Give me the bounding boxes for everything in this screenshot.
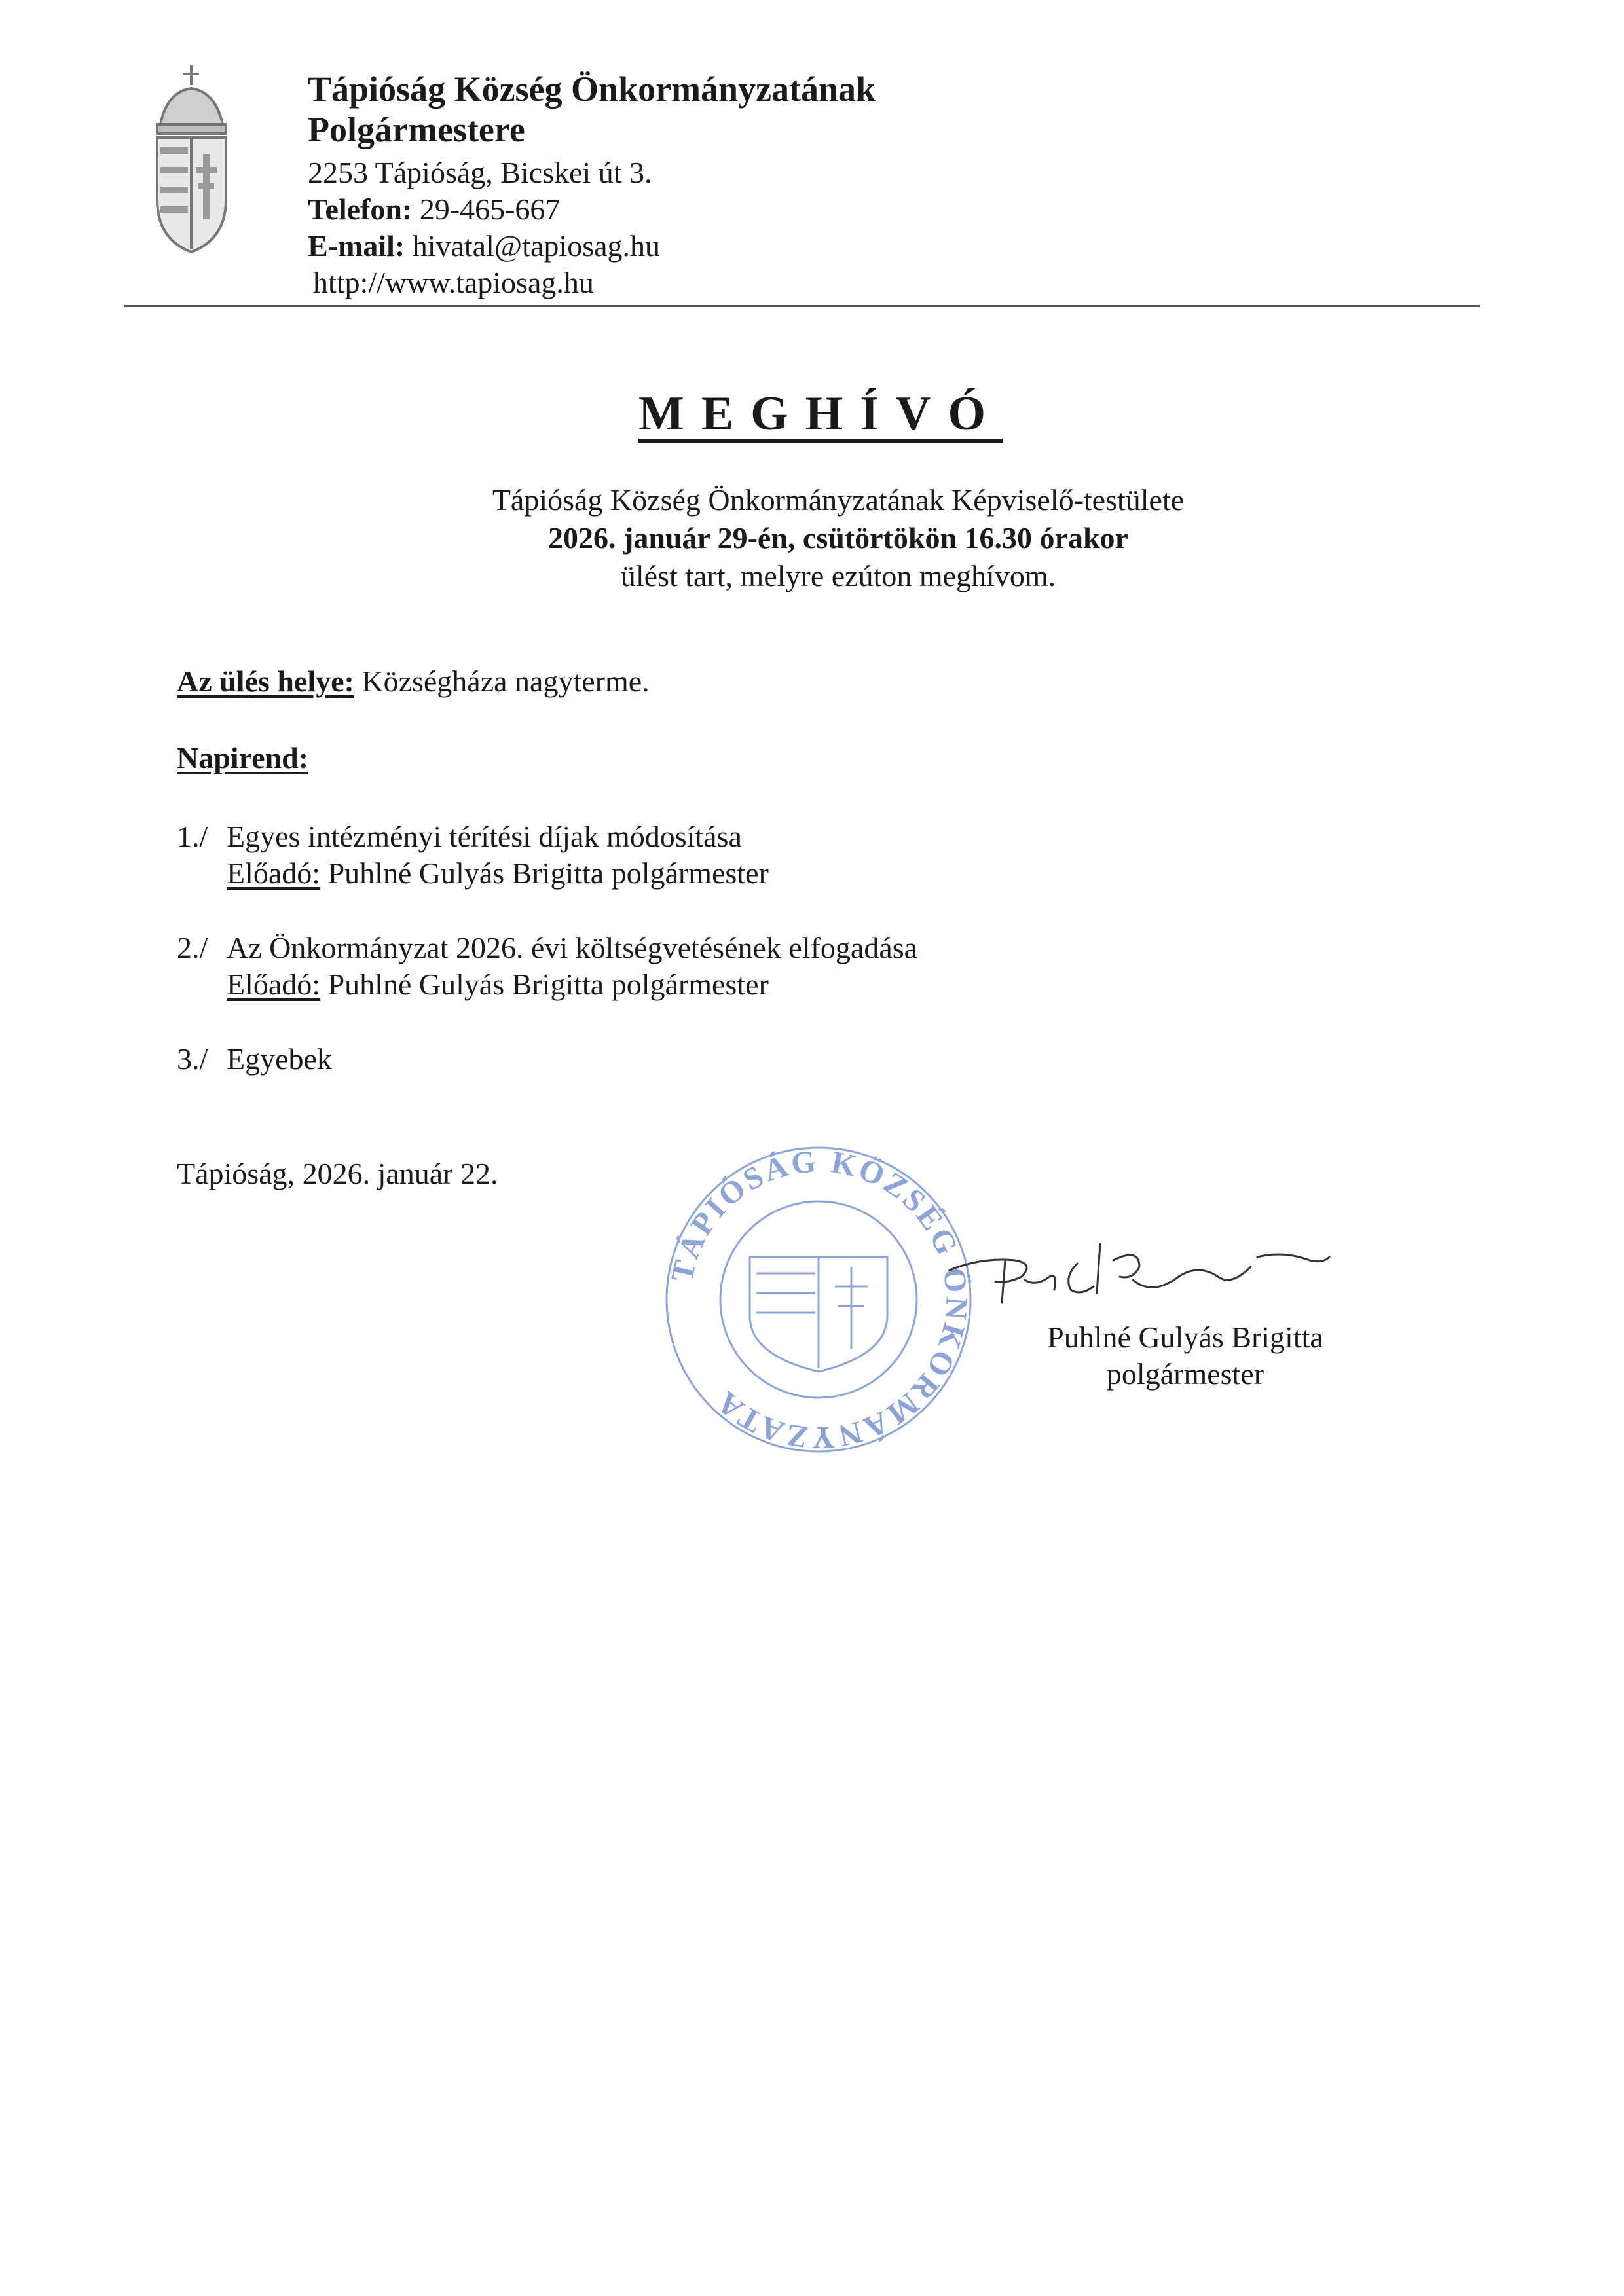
presenter-name: Puhlné Gulyás Brigitta polgármester xyxy=(327,856,769,890)
document-title xyxy=(0,386,1624,442)
signer-role: polgármester xyxy=(1106,1357,1264,1391)
presenter-label: Előadó: xyxy=(227,968,321,1001)
agenda-item-2-text: Az Önkormányzat 2026. évi költségvetésének elfogadása xyxy=(227,931,918,964)
agenda-item-3-text: Egyebek xyxy=(227,1042,332,1076)
handwritten-signature-icon xyxy=(943,1231,1336,1309)
org-email xyxy=(308,228,660,264)
official-stamp-icon xyxy=(658,1139,979,1460)
venue-label: Az ülés helye: xyxy=(177,665,354,698)
agenda-heading-text: Napirend: xyxy=(177,741,309,774)
intro-line2: 2026. január 29-én, csütörtökön 16.30 órakor xyxy=(548,521,1128,555)
phone-label: Telefon: xyxy=(308,192,413,226)
document-title-text: MEGHÍVÓ xyxy=(638,387,1003,441)
header-divider xyxy=(124,305,1480,307)
presenter-name: Puhlné Gulyás Brigitta polgármester xyxy=(327,968,769,1001)
agenda-heading xyxy=(177,740,308,776)
agenda-item-1-text: Egyes intézményi térítési díjak módosítása xyxy=(227,820,742,853)
org-website[interactable]: http://www.tapiosag.hu xyxy=(313,266,594,299)
org-name-line1: Tápióság Község Önkormányzatának xyxy=(308,69,876,109)
intro-line3: ülést tart, melyre ezúton meghívom. xyxy=(620,559,1056,592)
org-phone xyxy=(308,191,560,228)
intro-line1: Tápióság Község Önkormányzatának Képviselő-testülete xyxy=(492,483,1185,517)
agenda-item-3-number: 3./ xyxy=(177,1042,208,1076)
email-value[interactable]: hivatal@tapiosag.hu xyxy=(412,229,661,263)
phone-value: 29-465-667 xyxy=(419,192,561,226)
agenda-item-2-number: 2./ xyxy=(177,931,208,964)
signer-name: Puhlné Gulyás Brigitta xyxy=(1047,1321,1323,1354)
stamp-text-path: TÁPIÓSÁG KÖZSÉG ÖNKORMÁNYZATA xyxy=(664,1144,974,1455)
org-address: 2253 Tápióság, Bicskei út 3. xyxy=(308,156,652,189)
coat-of-arms-icon xyxy=(147,62,236,259)
agenda-item-2-presenter xyxy=(227,966,769,1003)
place-date: Tápióság, 2026. január 22. xyxy=(177,1157,498,1190)
presenter-label: Előadó: xyxy=(227,856,321,890)
venue-value: Községháza nagyterme. xyxy=(361,665,650,698)
agenda-item-1-number: 1./ xyxy=(177,820,208,853)
venue-line xyxy=(177,663,650,700)
org-name-line2: Polgármestere xyxy=(308,110,525,149)
email-label: E-mail: xyxy=(308,229,405,263)
agenda-item-1-presenter xyxy=(227,855,769,892)
